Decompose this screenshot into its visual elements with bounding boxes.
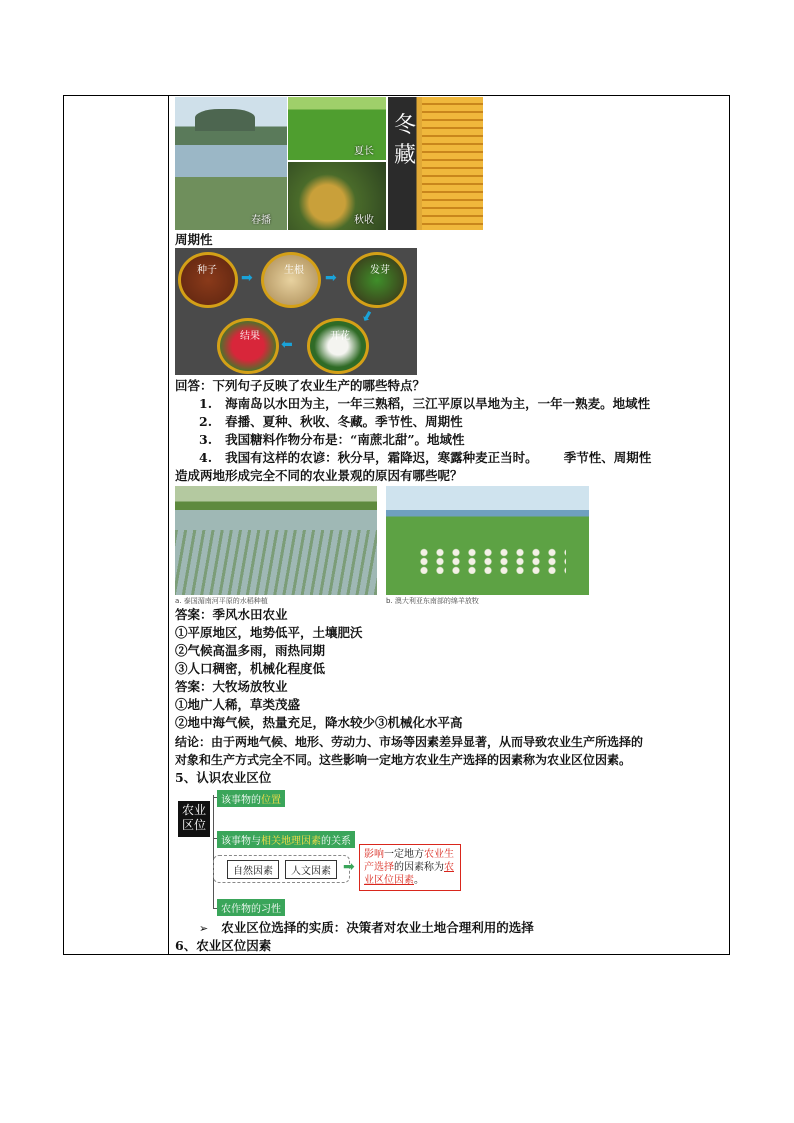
bullet-arrow-icon: ➢ bbox=[199, 922, 209, 935]
question-item-2 bbox=[199, 413, 463, 431]
conclusion-line-1: 结论：由于两地气候、地形、劳动力、市场等因素差异显著，从而导致农业生产所选择的 bbox=[175, 735, 644, 749]
section-5-bullet bbox=[199, 919, 534, 938]
fruit-bubble bbox=[217, 318, 279, 374]
spring-sowing-photo bbox=[175, 97, 287, 230]
item-number: 1. bbox=[199, 396, 213, 411]
flower-bubble bbox=[307, 318, 369, 374]
sheep-grazing-photo bbox=[386, 486, 589, 595]
answer-a-line-1: ①平原地区，地势低平，土壤肥沃 bbox=[175, 625, 363, 640]
caption-b: b. 澳大利亚东南部的绵羊放牧 bbox=[386, 597, 479, 605]
fruit-label: 结果 bbox=[240, 331, 260, 342]
sprout-bubble bbox=[347, 252, 407, 308]
natural-factors-box: 自然因素 bbox=[227, 860, 279, 879]
section-5-heading: 5、认识农业区位 bbox=[175, 770, 272, 785]
question-prompt: 回答：下列句子反映了农业生产的哪些特点？ bbox=[175, 378, 426, 393]
definition-box: 影响一定地方农业生产选择的因素称为农业区位因素。 bbox=[359, 844, 461, 891]
question-item-1 bbox=[199, 395, 650, 413]
arrow-seed-to-root: ➡ bbox=[241, 270, 253, 286]
rice-paddy-photo bbox=[175, 486, 377, 595]
diagram-root-box: 农业区位 bbox=[178, 801, 210, 837]
relation-box: 该事物与相关地理因素的关系 bbox=[217, 831, 355, 848]
section-6-heading: 6、农业区位因素 bbox=[175, 938, 272, 953]
agri-location-diagram bbox=[175, 787, 465, 915]
item-text: 我国糖料作物分布是：“南蔗北甜”。地域性 bbox=[225, 432, 465, 447]
item-number: 4. bbox=[199, 450, 213, 465]
answer-a-title: 答案：季风水田农业 bbox=[175, 607, 288, 622]
arrow-sprout-to-flower: ➡ bbox=[357, 306, 377, 326]
item-text: 我国有这样的农谚：秋分早，霜降迟，寒露种麦正当时。 季节性、周期性 bbox=[225, 450, 652, 465]
caption-a: a. 泰国湄南河平原的水稻种植 bbox=[175, 597, 268, 605]
root-bubble bbox=[261, 252, 321, 308]
diagram-arrow-icon: ➡ bbox=[343, 859, 355, 875]
question-followup: 造成两地形成完全不同的农业景观的原因有哪些呢？ bbox=[175, 468, 463, 483]
root-label: 生根 bbox=[284, 265, 304, 276]
autumn-harvest-photo bbox=[288, 162, 386, 230]
item-number: 3. bbox=[199, 432, 213, 447]
seed-bubble bbox=[178, 252, 238, 308]
seed-label: 种子 bbox=[197, 265, 217, 276]
arrow-flower-to-fruit: ➡ bbox=[281, 336, 293, 352]
crop-habit-box: 农作物的习性 bbox=[217, 899, 285, 916]
summer-label: 夏长 bbox=[354, 146, 374, 157]
flower-label: 开花 bbox=[330, 331, 350, 342]
cycle-heading: 周期性 bbox=[175, 232, 213, 247]
location-box: 该事物的位置 bbox=[217, 790, 285, 807]
autumn-label: 秋收 bbox=[354, 215, 374, 226]
arrow-root-to-sprout: ➡ bbox=[325, 270, 337, 286]
item-number: 2. bbox=[199, 414, 213, 429]
answer-a-line-2: ②气候高温多雨，雨热同期 bbox=[175, 643, 326, 658]
answer-a-line-3: ③人口稠密，机械化程度低 bbox=[175, 661, 326, 676]
answer-b-line-2: ②地中海气候，热量充足，降水较少③机械化水平高 bbox=[175, 715, 463, 730]
human-factors-box: 人文因素 bbox=[285, 860, 337, 879]
plant-cycle-diagram bbox=[175, 248, 417, 375]
bullet-text: 农业区位选择的实质：决策者对农业土地合理利用的选择 bbox=[221, 920, 534, 935]
table-column-divider bbox=[168, 96, 169, 954]
winter-title: 冬藏 bbox=[394, 113, 417, 168]
spring-label: 春播 bbox=[251, 215, 271, 226]
answer-b-title: 答案：大牧场放牧业 bbox=[175, 679, 288, 694]
conclusion-line-2: 对象和生产方式完全不同。这些影响一定地方农业生产选择的因素称为农业区位因素。 bbox=[175, 753, 632, 767]
item-text: 春播、夏种、秋收、冬藏。季节性、周期性 bbox=[225, 414, 463, 429]
diagram-trunk-line bbox=[213, 795, 214, 909]
sprout-label: 发芽 bbox=[370, 265, 390, 276]
winter-storage-photo bbox=[388, 97, 483, 230]
question-item-3 bbox=[199, 431, 465, 449]
answer-b-line-1: ①地广人稀，草类茂盛 bbox=[175, 697, 301, 712]
item-text: 海南岛以水田为主，一年三熟稻，三江平原以旱地为主，一年一熟麦。地域性 bbox=[225, 396, 651, 411]
summer-growth-photo bbox=[288, 97, 386, 160]
question-item-4 bbox=[199, 449, 651, 467]
